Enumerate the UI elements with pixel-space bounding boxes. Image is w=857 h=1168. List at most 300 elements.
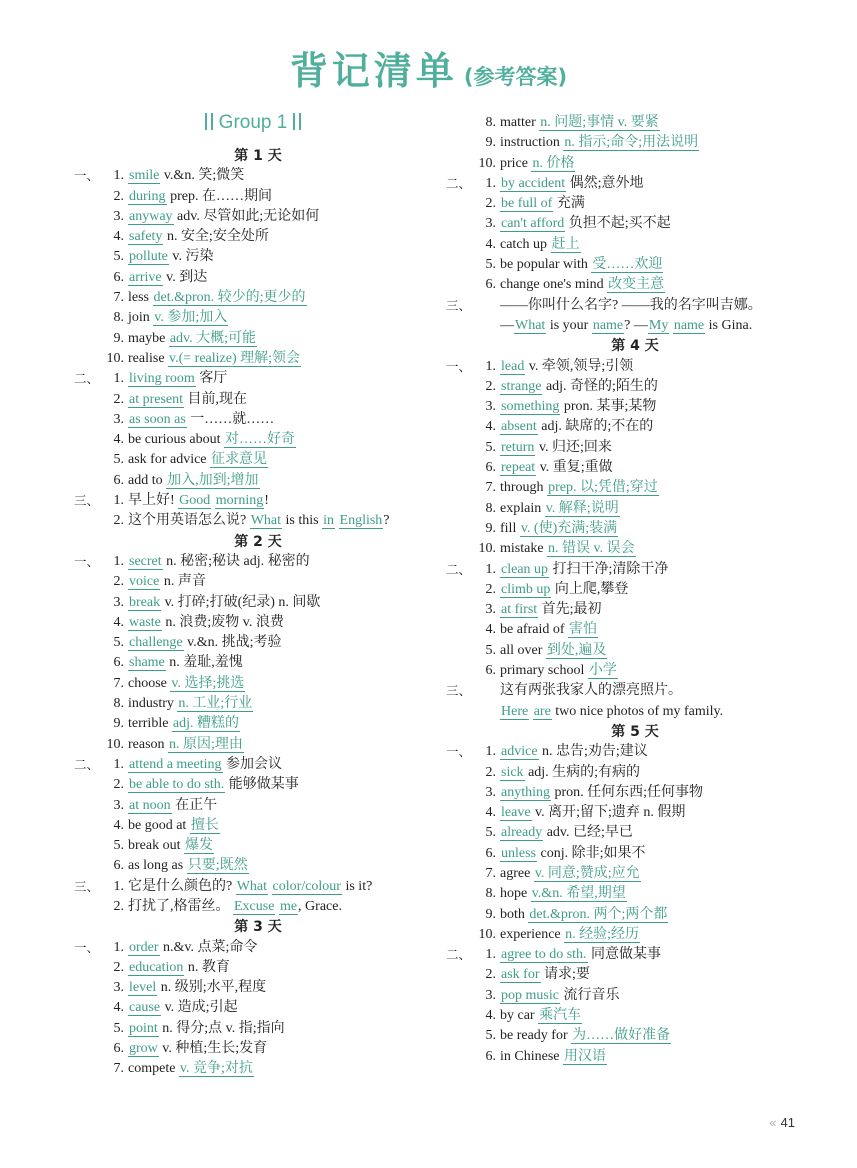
item-number: 5. bbox=[485, 257, 496, 273]
item-text bbox=[500, 945, 661, 965]
item-number: 3. bbox=[485, 602, 496, 618]
answer-blank: at present bbox=[129, 391, 184, 407]
section-marker bbox=[74, 653, 100, 673]
group-label: Group 1 bbox=[218, 112, 288, 133]
item-text-part: hope bbox=[500, 886, 531, 902]
section-marker: 二、 bbox=[74, 371, 100, 387]
section-marker bbox=[74, 450, 100, 470]
item-number bbox=[472, 296, 500, 316]
list-item bbox=[74, 958, 434, 978]
item-text-part: v.&n. 笑;微笑 bbox=[160, 168, 245, 184]
item-text-part: primary school bbox=[500, 663, 588, 679]
section-marker: 一、 bbox=[74, 168, 100, 184]
page-number bbox=[769, 1115, 795, 1130]
answer-blank: 改变主意 bbox=[608, 277, 665, 293]
item-text-part: n. 浪费;废物 v. 浪费 bbox=[161, 614, 284, 630]
item-number: 3. bbox=[113, 594, 124, 610]
list-item bbox=[446, 154, 816, 174]
section-marker bbox=[446, 763, 472, 783]
list-item bbox=[74, 633, 434, 653]
item-text bbox=[128, 1039, 267, 1059]
list-item bbox=[446, 641, 816, 661]
section-marker bbox=[74, 694, 100, 714]
answer-blank: agree to do sth. bbox=[501, 947, 587, 963]
item-number: 3. bbox=[485, 216, 496, 232]
item-text bbox=[128, 593, 320, 613]
item-text-part: 客厅 bbox=[195, 371, 228, 387]
section-marker bbox=[74, 390, 100, 410]
item-text bbox=[500, 296, 762, 316]
item-text-part: change one's mind bbox=[500, 277, 608, 293]
item-text-part: less bbox=[128, 290, 153, 306]
section-marker bbox=[74, 897, 100, 917]
item-text-part: maybe bbox=[128, 330, 169, 346]
item-text-part: 早上好! bbox=[128, 493, 179, 509]
section-marker bbox=[74, 1059, 100, 1079]
item-text-part: agree bbox=[500, 865, 534, 881]
item-text bbox=[128, 369, 227, 389]
item-text-part: n. 安全;安全处所 bbox=[163, 229, 269, 245]
list-item bbox=[446, 823, 816, 843]
section-marker bbox=[74, 613, 100, 633]
list-item bbox=[74, 897, 434, 917]
list-item bbox=[74, 998, 434, 1018]
list-item bbox=[74, 450, 434, 470]
item-text bbox=[500, 905, 668, 925]
answer-blank: n. 原因;理由 bbox=[169, 736, 243, 752]
item-number: 1. bbox=[113, 371, 124, 387]
section-marker: 三、 bbox=[74, 878, 100, 894]
item-text-part: 一……就…… bbox=[186, 411, 275, 427]
list-item bbox=[446, 417, 816, 437]
list-item bbox=[446, 661, 816, 681]
section-marker bbox=[446, 194, 472, 214]
item-text-part: 充满 bbox=[553, 196, 585, 212]
item-number: 10. bbox=[106, 350, 124, 366]
item-text-part: fill bbox=[500, 520, 520, 536]
item-text bbox=[500, 357, 633, 377]
section-marker: 二、 bbox=[446, 175, 472, 191]
item-number: 6. bbox=[485, 663, 496, 679]
list-item bbox=[74, 775, 434, 795]
item-text bbox=[500, 641, 607, 661]
section-marker: 二、 bbox=[446, 561, 472, 577]
item-text bbox=[500, 397, 656, 417]
answer-blank: anyway bbox=[129, 208, 173, 224]
list-item bbox=[74, 410, 434, 430]
item-text bbox=[128, 897, 342, 917]
item-text bbox=[500, 214, 671, 234]
item-text-part: 参加会议 bbox=[222, 756, 283, 772]
list-item bbox=[74, 187, 434, 207]
list-item bbox=[74, 613, 434, 633]
item-text-part: v. 重复;重做 bbox=[536, 460, 613, 476]
item-text-part: 同意做某事 bbox=[587, 947, 662, 963]
answer-blank: unless bbox=[501, 845, 536, 861]
list-item bbox=[446, 600, 816, 620]
item-text-part: — bbox=[500, 317, 514, 333]
item-text-part: join bbox=[128, 310, 154, 326]
item-number: 2. bbox=[485, 581, 496, 597]
section-marker bbox=[446, 235, 472, 255]
answer-blank: level bbox=[129, 980, 157, 996]
section-marker bbox=[446, 702, 472, 722]
item-number: 3. bbox=[485, 784, 496, 800]
item-text-part: compete bbox=[128, 1061, 179, 1077]
answer-blank: 乘汽车 bbox=[539, 1008, 582, 1024]
item-number: 4. bbox=[485, 236, 496, 252]
item-number: 1. bbox=[113, 756, 124, 772]
item-number: 7. bbox=[485, 865, 496, 881]
item-text-part: 这有两张我家人的漂亮照片。 bbox=[500, 683, 682, 699]
right-column bbox=[446, 113, 816, 1067]
item-text-part: is it? bbox=[341, 878, 373, 894]
list-item bbox=[74, 471, 434, 491]
answer-blank: v. 竞争;对抗 bbox=[179, 1061, 253, 1077]
item-number: 2. bbox=[113, 574, 124, 590]
answer-blank: grow bbox=[129, 1041, 158, 1057]
list-item bbox=[446, 478, 816, 498]
item-text-part: ! bbox=[264, 493, 269, 509]
item-number: 2. bbox=[485, 967, 496, 983]
section-marker bbox=[446, 154, 472, 174]
list-item bbox=[446, 519, 816, 539]
item-text bbox=[128, 714, 240, 734]
item-text bbox=[500, 194, 585, 214]
section-marker bbox=[74, 978, 100, 998]
section-marker bbox=[74, 714, 100, 734]
item-text-part: mistake bbox=[500, 541, 548, 557]
answer-blank: v. 同意;赞成;应允 bbox=[534, 865, 640, 881]
item-number: 9. bbox=[113, 330, 124, 346]
list-item bbox=[74, 308, 434, 328]
answer-blank: shame bbox=[129, 655, 165, 671]
answer-blank: det.&pron. 两个;两个都 bbox=[529, 906, 668, 922]
item-text bbox=[128, 491, 269, 511]
item-text-part: add to bbox=[128, 472, 167, 488]
item-text-part: is this bbox=[282, 513, 323, 529]
section-marker bbox=[446, 620, 472, 640]
item-text bbox=[128, 511, 390, 531]
section-marker bbox=[74, 308, 100, 328]
list-item bbox=[446, 357, 816, 377]
item-number: 9. bbox=[113, 716, 124, 732]
answer-blank: Here bbox=[501, 703, 529, 719]
section-marker bbox=[446, 113, 472, 133]
item-text bbox=[128, 877, 372, 897]
list-item bbox=[446, 133, 816, 153]
answer-blank: name bbox=[592, 317, 624, 333]
item-text-part: by car bbox=[500, 1008, 539, 1024]
item-number: 3. bbox=[485, 399, 496, 415]
item-text bbox=[128, 653, 243, 673]
item-text bbox=[500, 1026, 671, 1046]
item-text bbox=[500, 377, 658, 397]
section-marker bbox=[74, 511, 100, 531]
item-number: 6. bbox=[113, 472, 124, 488]
list-item bbox=[74, 552, 434, 572]
item-text-part: adj. 缺席的;不在的 bbox=[537, 419, 654, 435]
section-marker: 三、 bbox=[446, 683, 472, 699]
item-number: 1. bbox=[485, 744, 496, 760]
item-text-part: catch up bbox=[500, 236, 551, 252]
list-item bbox=[446, 763, 816, 783]
section-marker bbox=[446, 986, 472, 1006]
answer-blank: in bbox=[323, 513, 335, 529]
group-bar-right bbox=[293, 113, 301, 130]
answer-blank: 赶上 bbox=[551, 236, 580, 252]
list-item bbox=[446, 296, 816, 316]
answer-blank: 对……好奇 bbox=[225, 432, 296, 448]
answer-blank: 受……欢迎 bbox=[592, 257, 663, 273]
item-number: 8. bbox=[113, 696, 124, 712]
item-text bbox=[128, 552, 310, 572]
list-item bbox=[446, 884, 816, 904]
item-text-part: be popular with bbox=[500, 257, 592, 273]
section-marker bbox=[74, 329, 100, 349]
answer-blank: secret bbox=[129, 553, 162, 569]
answer-blank: as soon as bbox=[129, 411, 186, 427]
list-item bbox=[446, 113, 816, 133]
item-number: 9. bbox=[485, 135, 496, 151]
answer-blank: advice bbox=[501, 744, 538, 760]
item-text-part: instruction bbox=[500, 135, 564, 151]
list-item bbox=[74, 694, 434, 714]
item-number: 1. bbox=[113, 168, 124, 184]
list-item bbox=[74, 227, 434, 247]
item-number: 4. bbox=[113, 817, 124, 833]
item-number: 2. bbox=[485, 196, 496, 212]
item-text-part: is your bbox=[546, 317, 592, 333]
section-marker bbox=[446, 803, 472, 823]
page-number-text: 41 bbox=[780, 1115, 795, 1130]
item-number: 3. bbox=[485, 987, 496, 1003]
answer-blank: ask for bbox=[501, 967, 540, 983]
answer-blank: Excuse bbox=[234, 898, 275, 914]
item-number: 2. bbox=[113, 188, 124, 204]
answer-blank: 用汉语 bbox=[564, 1048, 606, 1064]
item-text-part: 首先;最初 bbox=[538, 602, 602, 618]
answer-blank: return bbox=[501, 439, 535, 455]
section-marker: 一、 bbox=[74, 939, 100, 955]
answer-blank: during bbox=[129, 188, 166, 204]
section-marker bbox=[74, 836, 100, 856]
item-text-part: v. 打碎;打破(纪录) n. 间歇 bbox=[161, 594, 321, 610]
section-marker: 一、 bbox=[446, 358, 472, 374]
list-item bbox=[446, 458, 816, 478]
answer-blank: lead bbox=[501, 358, 525, 374]
answer-blank: n. 问题;事情 v. 要紧 bbox=[540, 115, 659, 130]
item-text bbox=[500, 560, 668, 580]
item-text bbox=[500, 986, 619, 1006]
item-text-part: 偶然;意外地 bbox=[566, 175, 644, 191]
list-item bbox=[74, 735, 434, 755]
answer-blank: 爆发 bbox=[184, 838, 213, 854]
item-text bbox=[128, 572, 206, 592]
answer-blank: sick bbox=[501, 764, 524, 780]
list-item bbox=[446, 1006, 816, 1026]
item-text-part: is Gina. bbox=[705, 317, 753, 333]
item-text bbox=[500, 661, 618, 681]
answer-blank: n. 价格 bbox=[532, 155, 575, 171]
list-item bbox=[446, 214, 816, 234]
section-marker bbox=[446, 275, 472, 295]
section-marker bbox=[74, 288, 100, 308]
answer-blank: challenge bbox=[129, 635, 183, 651]
item-number: 1. bbox=[113, 493, 124, 509]
section-marker bbox=[74, 796, 100, 816]
item-text bbox=[128, 755, 282, 775]
item-text-part: ? bbox=[383, 513, 390, 529]
list-item bbox=[74, 207, 434, 227]
section-marker: 二、 bbox=[446, 947, 472, 963]
list-item bbox=[446, 945, 816, 965]
item-text bbox=[500, 742, 648, 762]
day-heading: 第 5 天 bbox=[611, 723, 659, 740]
item-number: 6. bbox=[485, 1048, 496, 1064]
item-text-part: 请求;要 bbox=[540, 967, 590, 983]
answer-blank: at noon bbox=[129, 797, 171, 813]
list-item bbox=[446, 194, 816, 214]
item-text-part: prep. 在……期间 bbox=[166, 188, 272, 204]
section-marker bbox=[446, 458, 472, 478]
item-text-part: n. 声音 bbox=[160, 574, 206, 590]
item-text bbox=[500, 255, 663, 275]
section-marker bbox=[74, 471, 100, 491]
list-item bbox=[74, 755, 434, 775]
answer-blank: English bbox=[339, 513, 383, 529]
list-item bbox=[446, 499, 816, 519]
answer-blank: repeat bbox=[501, 460, 536, 476]
item-number: 4. bbox=[485, 622, 496, 638]
list-item bbox=[74, 836, 434, 856]
item-text bbox=[128, 958, 230, 978]
item-text bbox=[128, 836, 214, 856]
item-text bbox=[128, 775, 299, 795]
answer-blank: strange bbox=[501, 378, 542, 394]
answer-blank: n. 经验;经历 bbox=[565, 926, 640, 942]
section-marker: 二、 bbox=[74, 756, 100, 772]
item-text bbox=[500, 539, 636, 559]
answer-blank: me bbox=[279, 898, 298, 914]
list-item bbox=[446, 580, 816, 600]
item-text bbox=[500, 844, 646, 864]
item-number: 2. bbox=[113, 898, 124, 914]
list-item bbox=[74, 288, 434, 308]
item-text-part: n.&v. 点菜;命令 bbox=[159, 939, 258, 955]
item-text bbox=[500, 925, 640, 945]
item-text bbox=[128, 207, 319, 227]
section-marker bbox=[446, 1026, 472, 1046]
item-text bbox=[500, 965, 590, 985]
item-number: 10. bbox=[478, 926, 496, 942]
section-marker bbox=[74, 775, 100, 795]
section-marker bbox=[446, 925, 472, 945]
list-item bbox=[74, 877, 434, 897]
item-number: 1. bbox=[113, 939, 124, 955]
answer-blank: can't afford bbox=[501, 216, 565, 232]
item-number: 3. bbox=[113, 797, 124, 813]
item-text bbox=[128, 390, 247, 410]
item-text bbox=[128, 227, 269, 247]
list-item bbox=[446, 255, 816, 275]
answer-blank: morning bbox=[215, 493, 264, 509]
answer-blank: waste bbox=[129, 614, 161, 630]
section-marker bbox=[446, 519, 472, 539]
section-marker bbox=[74, 187, 100, 207]
answer-blank: something bbox=[501, 399, 560, 415]
item-text-part: n. 得分;点 v. 指;指向 bbox=[158, 1020, 285, 1036]
answer-blank: 加入,加到;增加 bbox=[167, 472, 259, 488]
section-marker bbox=[446, 499, 472, 519]
item-number: 7. bbox=[113, 675, 124, 691]
item-text bbox=[128, 978, 266, 998]
item-text-part: n. 级别;水平,程度 bbox=[157, 980, 267, 996]
answer-blank: voice bbox=[129, 574, 160, 590]
list-item bbox=[74, 572, 434, 592]
item-text-part: choose bbox=[128, 675, 171, 691]
item-text bbox=[500, 478, 659, 498]
item-text-part: 它是什么颜色的? bbox=[128, 878, 236, 894]
page-title-main: 背记清单 bbox=[289, 49, 458, 93]
answer-blank: Good bbox=[179, 493, 211, 509]
item-text bbox=[500, 113, 660, 133]
item-text bbox=[500, 1047, 607, 1067]
item-number: 1. bbox=[485, 561, 496, 577]
item-number: 8. bbox=[113, 310, 124, 326]
day-heading: 第 1 天 bbox=[234, 148, 282, 164]
item-number: 5. bbox=[113, 838, 124, 854]
answer-blank: det.&pron. 较少的;更少的 bbox=[153, 290, 306, 306]
section-marker bbox=[446, 965, 472, 985]
section-marker bbox=[446, 1006, 472, 1026]
item-number: 9. bbox=[485, 906, 496, 922]
item-number: 2. bbox=[485, 378, 496, 394]
item-number: 4. bbox=[113, 1000, 124, 1016]
item-number bbox=[472, 702, 500, 722]
section-marker: 一、 bbox=[446, 744, 472, 760]
list-item bbox=[446, 702, 816, 722]
item-text bbox=[500, 438, 612, 458]
item-text bbox=[500, 174, 644, 194]
item-number bbox=[472, 681, 500, 701]
section-marker bbox=[74, 410, 100, 430]
item-text bbox=[500, 458, 613, 478]
item-number: 5. bbox=[485, 825, 496, 841]
item-text-part: be ready for bbox=[500, 1028, 572, 1044]
item-text-part: adv. 已经;早已 bbox=[543, 825, 633, 841]
item-text-part: 负担不起;买不起 bbox=[565, 216, 671, 232]
item-number: 5. bbox=[485, 439, 496, 455]
list-item bbox=[74, 349, 434, 369]
item-text bbox=[500, 763, 640, 783]
list-item bbox=[74, 329, 434, 349]
item-text-part: v. 造成;引起 bbox=[161, 1000, 238, 1016]
item-number: 4. bbox=[113, 432, 124, 448]
answer-blank: arrive bbox=[129, 269, 162, 285]
section-marker bbox=[446, 783, 472, 803]
item-text-part: ——你叫什么名字? ——我的名字叫吉娜。 bbox=[500, 297, 762, 313]
list-item bbox=[74, 511, 434, 531]
section-marker bbox=[446, 214, 472, 234]
list-item bbox=[446, 438, 816, 458]
answer-blank: clean up bbox=[501, 561, 549, 577]
item-text bbox=[128, 268, 207, 288]
item-text bbox=[128, 856, 249, 876]
item-text bbox=[128, 329, 257, 349]
item-text-part: n. 秘密;秘诀 adj. 秘密的 bbox=[162, 553, 310, 569]
item-text-part: realise bbox=[128, 350, 169, 366]
